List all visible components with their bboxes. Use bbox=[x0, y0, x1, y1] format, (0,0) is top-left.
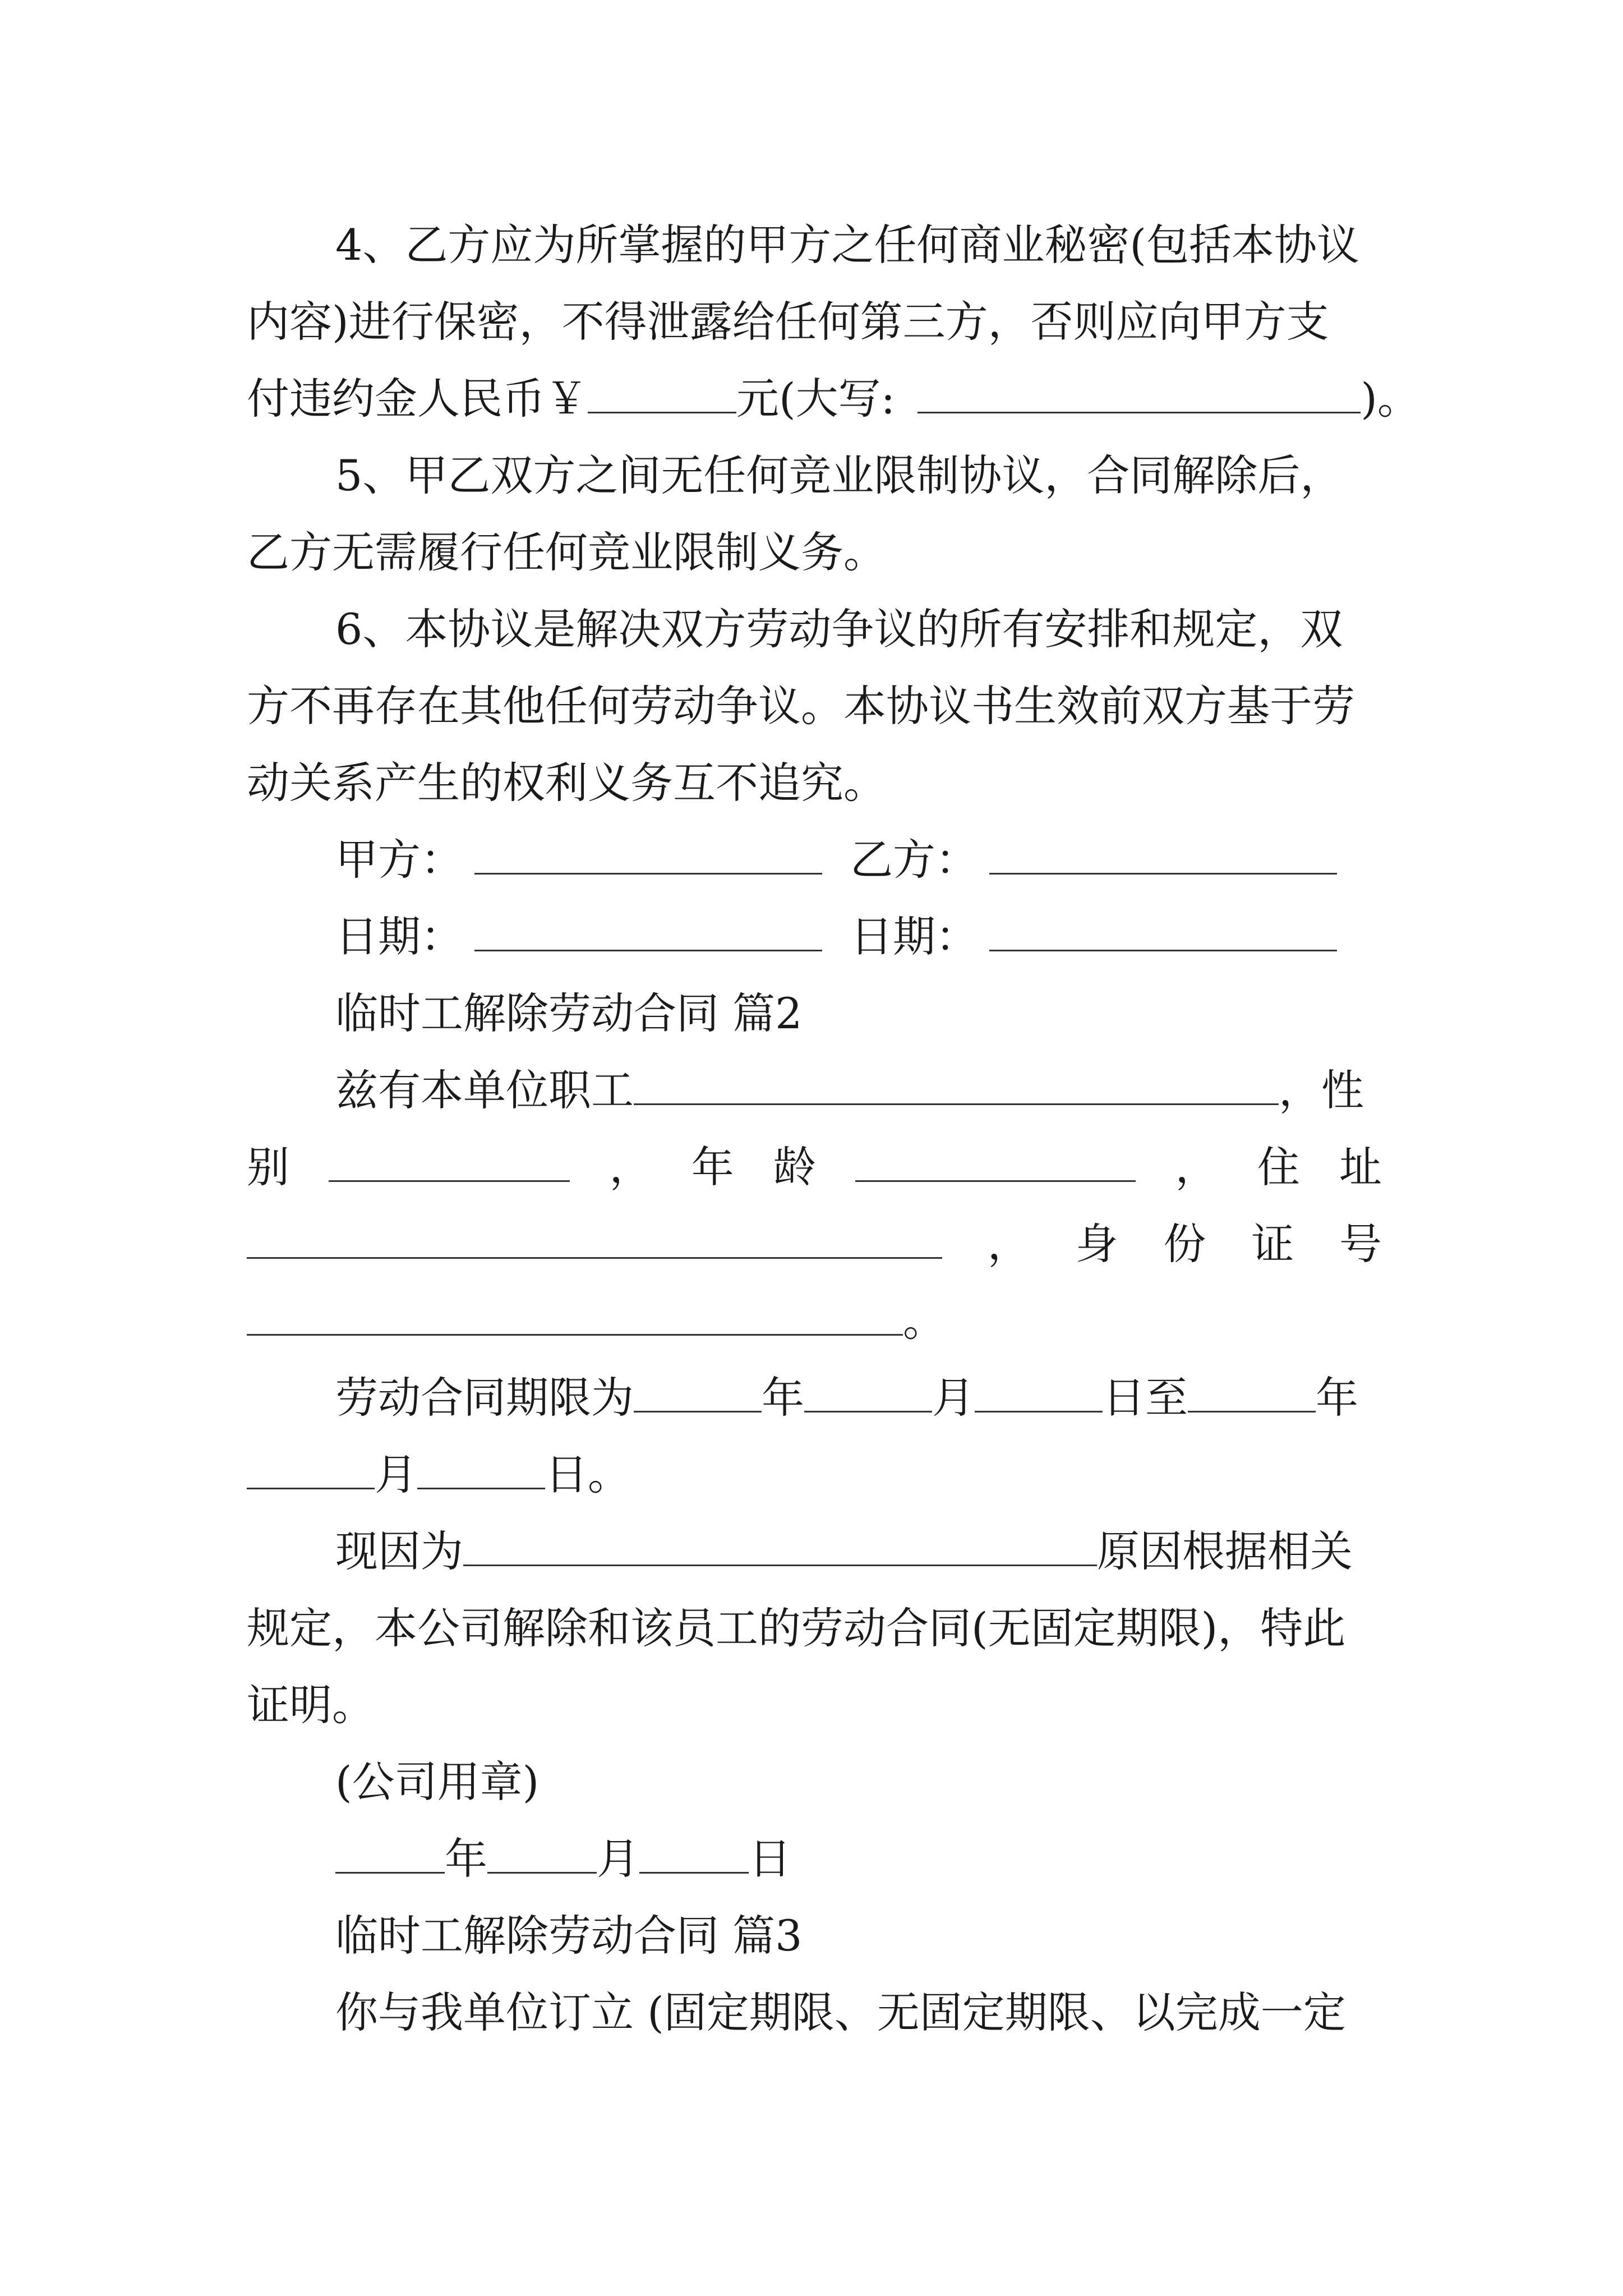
reason-suffix: 原因根据相关 bbox=[1097, 1526, 1353, 1576]
penalty-capital-label: 元(大写: bbox=[736, 374, 896, 424]
date-b-blank bbox=[989, 910, 1337, 951]
penalty-label: 付违约金人民币￥ bbox=[247, 374, 588, 424]
age-blank bbox=[855, 1141, 1136, 1182]
section2-p2-line1 bbox=[335, 1370, 1358, 1426]
clause5-line1: 5、甲乙双方之间无任何竞业限制协议，合同解除后， bbox=[335, 450, 1343, 500]
date-a-label: 日期： bbox=[335, 912, 463, 961]
section3-heading: 临时工解除劳动合同 篇3 bbox=[335, 1911, 803, 1961]
employee-name-blank bbox=[634, 1064, 1279, 1105]
reason-blank bbox=[463, 1525, 1097, 1566]
party-a-label: 甲方： bbox=[335, 835, 463, 885]
company-seal: (公司用章) bbox=[335, 1757, 540, 1807]
employee-label: 兹有本单位职工 bbox=[335, 1065, 634, 1115]
id-char-3: 证 bbox=[1251, 1219, 1294, 1269]
section2-heading: 临时工解除劳动合同 篇2 bbox=[335, 988, 803, 1038]
contract-term-label: 劳动合同期限为 bbox=[335, 1373, 634, 1423]
section2-p1-line3 bbox=[247, 1216, 1382, 1272]
clause6-line2: 方不再存在其他任何劳动争议。本协议书生效前双方基于劳 bbox=[247, 681, 1355, 731]
clause5-line2: 乙方无需履行任何竞业限制义务。 bbox=[247, 527, 886, 577]
day-end-label: 日。 bbox=[545, 1450, 630, 1499]
section2-p1-line4 bbox=[247, 1293, 946, 1349]
comma: ， bbox=[609, 1142, 652, 1192]
section2-p3-line2: 规定，本公司解除和该员工的劳动合同(无固定期限)，特此 bbox=[247, 1603, 1346, 1653]
section3-p1-line1: 你与我单位订立 (固定期限、无固定期限、以完成一定 bbox=[335, 1987, 1346, 2037]
penalty-amount-blank bbox=[588, 372, 736, 413]
month-label: 月 bbox=[597, 1834, 639, 1884]
gender-blank bbox=[329, 1141, 570, 1182]
date-b-label: 日期： bbox=[850, 912, 978, 961]
gender-char: 别 bbox=[247, 1142, 289, 1192]
date-row bbox=[335, 909, 1337, 965]
id-char-2: 份 bbox=[1163, 1219, 1206, 1269]
period: 。 bbox=[903, 1296, 946, 1346]
end-month-blank bbox=[247, 1448, 375, 1489]
party-b-blank bbox=[989, 834, 1337, 875]
comma: ， bbox=[1175, 1142, 1218, 1192]
year-label: 年 bbox=[445, 1834, 487, 1884]
month-label: 月 bbox=[375, 1450, 417, 1499]
party-b-label: 乙方： bbox=[850, 835, 978, 885]
date-a-blank bbox=[474, 910, 822, 951]
seal-year-blank bbox=[335, 1833, 445, 1874]
section2-p3-line1 bbox=[335, 1524, 1353, 1580]
address-blank bbox=[247, 1218, 942, 1259]
reason-label: 现因为 bbox=[335, 1526, 463, 1576]
gender-label-start: ，性 bbox=[1279, 1065, 1364, 1115]
address-char-2: 址 bbox=[1339, 1142, 1382, 1192]
address-char-1: 住 bbox=[1257, 1142, 1300, 1192]
signature-row bbox=[335, 832, 1337, 888]
id-char-4: 号 bbox=[1339, 1219, 1382, 1269]
section2-p1-line1 bbox=[335, 1062, 1364, 1119]
section2-date-line bbox=[335, 1831, 791, 1887]
clause4-line1: 4、乙方应为所掌握的甲方之任何商业秘密(包括本协议 bbox=[335, 220, 1360, 270]
section2-p3-line3: 证明。 bbox=[247, 1680, 375, 1730]
month-label: 月 bbox=[932, 1373, 975, 1423]
clause6-line1: 6、本协议是解决双方劳动争议的所有安排和规定，双 bbox=[335, 604, 1343, 654]
clause4-line2: 内容)进行保密，不得泄露给任何第三方，否则应向甲方支 bbox=[247, 297, 1329, 347]
seal-month-blank bbox=[487, 1833, 597, 1874]
clause4-line3 bbox=[247, 371, 1420, 427]
day-label: 日 bbox=[749, 1834, 791, 1884]
year-label: 年 bbox=[762, 1373, 804, 1423]
seal-day-blank bbox=[639, 1833, 749, 1874]
age-char-2: 龄 bbox=[773, 1142, 816, 1192]
end-year-blank bbox=[1188, 1372, 1316, 1412]
start-year-blank bbox=[634, 1372, 762, 1412]
day-to-label: 日至 bbox=[1103, 1373, 1188, 1423]
section2-p1-line2 bbox=[247, 1139, 1382, 1195]
age-char-1: 年 bbox=[691, 1142, 734, 1192]
start-day-blank bbox=[975, 1372, 1103, 1412]
penalty-close: )。 bbox=[1361, 374, 1420, 424]
id-char-1: 身 bbox=[1075, 1219, 1118, 1269]
year-label: 年 bbox=[1316, 1373, 1358, 1423]
penalty-capital-blank bbox=[917, 372, 1361, 413]
comma: ， bbox=[987, 1219, 1030, 1269]
end-day-blank bbox=[417, 1448, 545, 1489]
section2-p2-line2 bbox=[247, 1447, 630, 1503]
clause6-line3: 动关系产生的权利义务互不追究。 bbox=[247, 758, 886, 808]
start-month-blank bbox=[804, 1372, 932, 1412]
id-number-blank bbox=[247, 1295, 903, 1336]
party-a-blank bbox=[474, 834, 822, 875]
